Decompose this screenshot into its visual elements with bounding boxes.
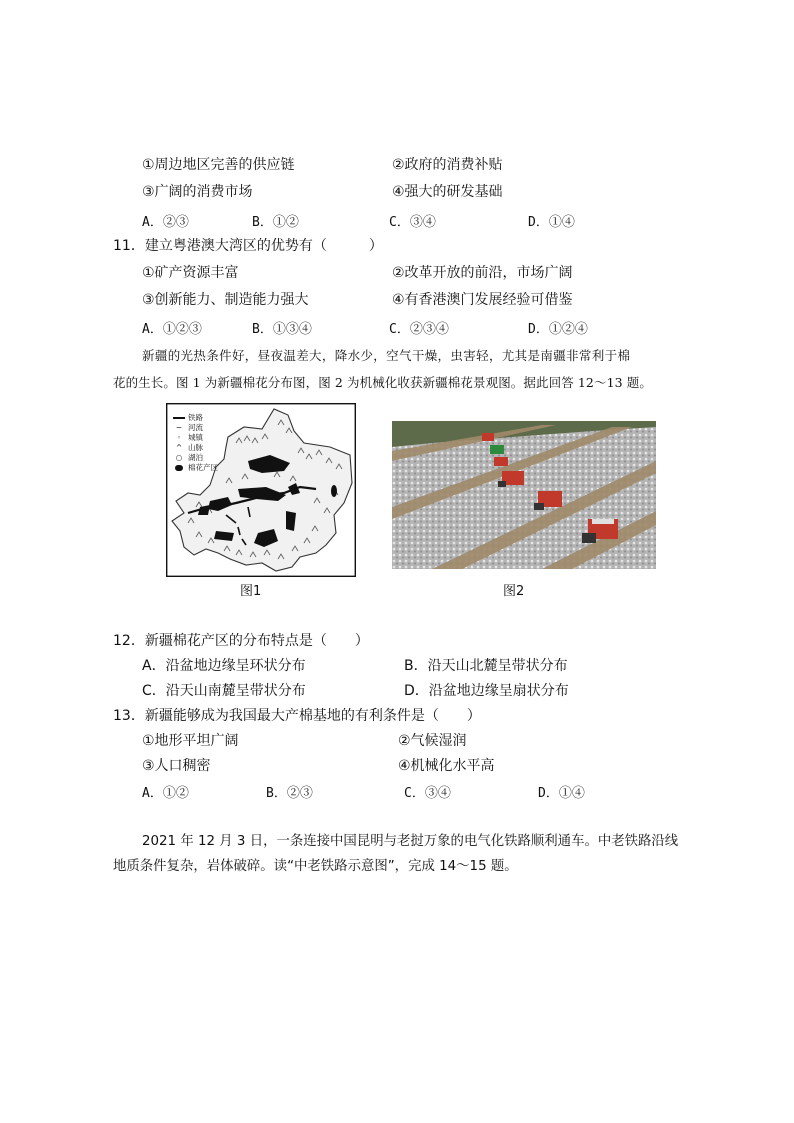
- q10-choice-c: C．③④: [389, 215, 436, 230]
- passage-railway-line-1: 2021 年 12 月 3 日，一条连接中国昆明与老挝万象的电气化铁路顺利通车。中老铁路沿线: [142, 834, 679, 849]
- q13-option-1: ①地形平坦广阔: [142, 733, 239, 749]
- map-legend: [173, 413, 218, 473]
- q10-option-2: ②政府的消费补贴: [392, 157, 503, 173]
- q10-option-4: ④强大的研发基础: [392, 184, 503, 200]
- legend-city: [173, 433, 218, 443]
- q13-option-2: ②气候湿润: [398, 733, 467, 749]
- q13-option-3: ③人口稠密: [142, 758, 211, 774]
- railway-symbol-icon: [173, 417, 185, 419]
- legend-lake-label: 湖泊: [188, 453, 203, 462]
- q11-option-4: ④有香港澳门发展经验可借鉴: [392, 292, 573, 308]
- q12-choice-b: B．沿天山北麓呈带状分布: [404, 658, 568, 674]
- figure-2-harvest-photo: [392, 421, 656, 569]
- passage-cotton-line-2: 花的生长。图 1 为新疆棉花分布图，图 2 为机械化收获新疆棉花景观图。据此回答 12～13 题。: [113, 375, 652, 390]
- lake-symbol-icon: ○: [175, 453, 183, 462]
- legend-cotton-label: 棉花产区: [188, 463, 218, 472]
- q13-choice-a: A．①②: [142, 786, 189, 801]
- q10-choice-b: B．①②: [252, 215, 299, 230]
- q11-option-2: ②改革开放的前沿，市场广阔: [392, 265, 573, 281]
- q10-choice-d: D．①④: [528, 215, 575, 230]
- q12-stem: 12．新疆棉花产区的分布特点是（ ）: [113, 633, 369, 649]
- q10-choice-a: A．②③: [142, 215, 189, 230]
- q12-choice-d: D．沿盆地边缘呈扇状分布: [404, 683, 569, 699]
- q12-choice-c: C．沿天山南麓呈带状分布: [142, 683, 306, 699]
- q10-option-3: ③广阔的消费市场: [142, 184, 253, 200]
- q11-option-3: ③创新能力、制造能力强大: [142, 292, 309, 308]
- legend-river: [173, 423, 218, 433]
- legend-river-label: 河流: [188, 423, 203, 432]
- city-symbol-icon: ◦: [176, 433, 182, 442]
- cotton-area-symbol-icon: [175, 465, 183, 471]
- figure-2-caption: 图2: [503, 584, 525, 599]
- q11-choice-d: D．①②④: [528, 322, 588, 337]
- legend-railway: [173, 413, 218, 423]
- q13-choice-b: B．②③: [266, 786, 313, 801]
- q11-choice-c: C．②③④: [389, 322, 449, 337]
- q13-option-4: ④机械化水平高: [398, 758, 495, 774]
- q12-choice-a: A．沿盆地边缘呈环状分布: [142, 658, 306, 674]
- legend-mountain: [173, 443, 218, 453]
- q11-choice-a: A．①②③: [142, 322, 202, 337]
- q11-choice-b: B．①③④: [252, 322, 312, 337]
- q13-choice-d: D．①④: [538, 786, 585, 801]
- q13-choice-c: C．③④: [404, 786, 451, 801]
- q10-option-1: ①周边地区完善的供应链: [142, 157, 295, 173]
- q11-option-1: ①矿产资源丰富: [142, 265, 239, 281]
- legend-railway-label: 铁路: [188, 413, 203, 422]
- passage-cotton-line-1: 新疆的光热条件好，昼夜温差大，降水少，空气干燥，虫害轻，尤其是南疆非常利于棉: [142, 348, 631, 363]
- legend-mountain-label: 山脉: [188, 443, 203, 452]
- legend-city-label: 城镇: [188, 433, 203, 442]
- legend-lake: [173, 453, 218, 463]
- figure-1-cotton-map: [166, 403, 356, 577]
- q11-stem: 11．建立粤港澳大湾区的优势有（ ）: [113, 238, 383, 254]
- river-symbol-icon: ~: [175, 423, 183, 432]
- q13-stem: 13．新疆能够成为我国最大产棉基地的有利条件是（ ）: [113, 708, 481, 724]
- figure-1-caption: 图1: [240, 584, 262, 599]
- mountain-symbol-icon: ^: [175, 443, 183, 452]
- legend-cotton: [173, 463, 218, 473]
- passage-railway-line-2: 地质条件复杂，岩体破碎。读“中老铁路示意图”，完成 14～15 题。: [113, 859, 518, 874]
